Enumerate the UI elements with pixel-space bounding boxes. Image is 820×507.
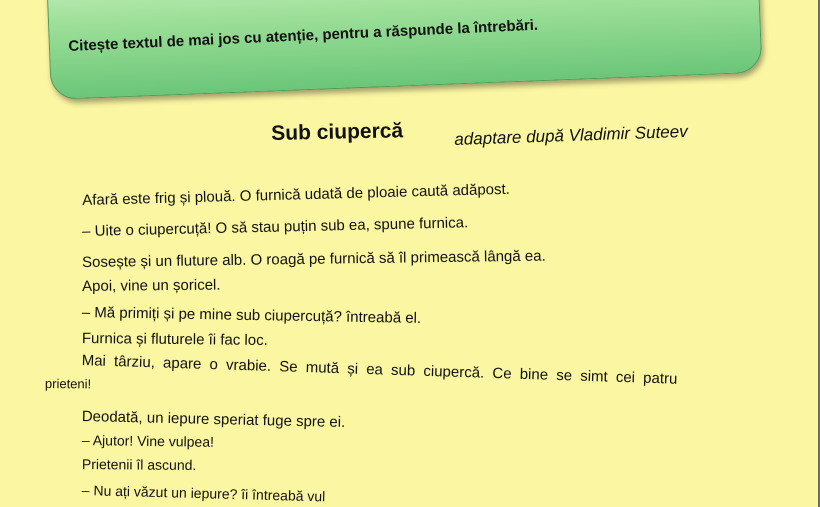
story-line: Apoi, vine un șoricel. (82, 276, 221, 295)
story-line: – Uite o ciupercuță! O să stau puțin sub ea, spune furnica. (82, 214, 469, 240)
story-line: Mai târziu, apare o vrabie. Se mută și ea sub ciupercă. Ce bine se simt cei patru (81, 352, 678, 388)
story-line: prieteni! (44, 376, 92, 392)
story-line: – Mă primiți și pe mine sub ciupercuță? întreabă el. (81, 304, 422, 327)
story-line: – Ajutor! Vine vulpea! (81, 432, 215, 450)
story-line: – Nu ați văzut un iepure? îi întreabă vul (81, 482, 326, 505)
story-title: Sub ciupercă (271, 119, 404, 145)
story-line: Furnica și fluturele îi fac loc. (81, 330, 268, 349)
story-author: adaptare după Vladimir Suteev (454, 121, 688, 149)
story-line: Deodată, un iepure speriat fuge spre ei. (81, 408, 346, 431)
story-line: Prietenii îl ascund. (81, 456, 197, 473)
instruction-text: Citește textul de mai jos cu atenție, pentru a răspunde la întrebări. (68, 16, 539, 55)
story-line: Sosește și un fluture alb. O roagă pe furnică să îl primească lângă ea. (82, 247, 546, 271)
story-line: Afară este frig și plouă. O furnică udată de ploaie caută adăpost. (82, 180, 511, 209)
